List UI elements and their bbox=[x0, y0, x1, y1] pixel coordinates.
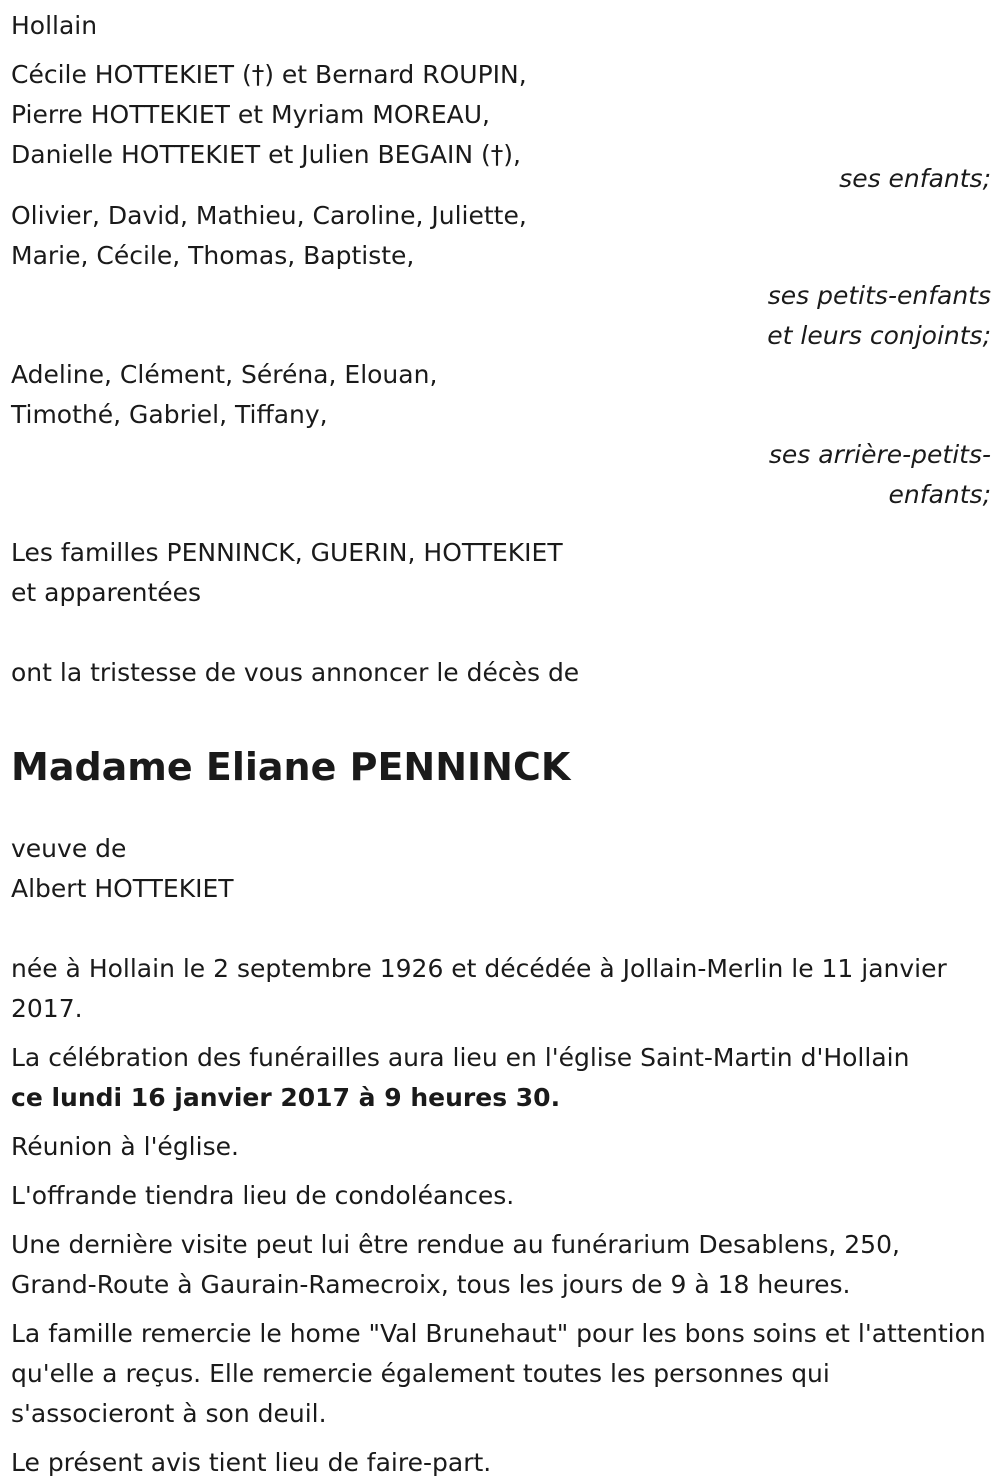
birth-death-text: née à Hollain le 2 septembre 1926 et décédée à Jollain-Merlin le 11 janvier 2017. bbox=[11, 954, 947, 1023]
children-line: Danielle HOTTEKIET et Julien BEGAIN (†), bbox=[11, 140, 521, 169]
thanks-info bbox=[11, 1314, 991, 1434]
ceremony-info bbox=[11, 1038, 991, 1118]
visit-text: Une dernière visite peut lui être rendue au funérarium Desablens, 250, Grand-Route à Gaurain-Ramecroix, tous les jours de 9 à 18 heures. bbox=[11, 1230, 900, 1299]
visit-info bbox=[11, 1225, 991, 1305]
thanks-text: La famille remercie le home "Val Brunehaut" pour les bons soins et l'attention qu'elle a reçus. Elle remercie également toutes les personnes qui s'associeront à son deuil. bbox=[11, 1319, 986, 1428]
closing-info bbox=[11, 1443, 991, 1483]
grandchildren-role: ses petits-enfants bbox=[767, 281, 991, 310]
ceremony-datetime: ce lundi 16 janvier 2017 à 9 heures 30. bbox=[11, 1083, 561, 1112]
families-group bbox=[11, 533, 991, 613]
place-heading: Hollain bbox=[11, 11, 98, 40]
birth-death-info bbox=[11, 949, 991, 1029]
grandchildren-role: et leurs conjoints; bbox=[767, 321, 991, 350]
ceremony-text: La célébration des funérailles aura lieu en l'église Saint-Martin d'Hollain bbox=[11, 1043, 910, 1072]
great-grandchildren-line: Timothé, Gabriel, Tiffany, bbox=[11, 400, 328, 429]
children-line: Cécile HOTTEKIET (†) et Bernard ROUPIN, bbox=[11, 60, 527, 89]
children-group bbox=[11, 55, 991, 199]
meeting-info bbox=[11, 1127, 991, 1167]
great-grandchildren-group bbox=[11, 355, 991, 515]
offering-text: L'offrande tiendra lieu de condoléances. bbox=[11, 1181, 515, 1210]
closing-text: Le présent avis tient lieu de faire-part. bbox=[11, 1448, 492, 1477]
children-line: Pierre HOTTEKIET et Myriam MOREAU, bbox=[11, 100, 491, 129]
grandchildren-line: Olivier, David, Mathieu, Caroline, Juliette, bbox=[11, 201, 527, 230]
children-role: ses enfants; bbox=[839, 164, 991, 193]
announcement: ont la tristesse de vous annoncer le décès de bbox=[11, 658, 580, 687]
families-line: et apparentées bbox=[11, 578, 202, 607]
great-grandchildren-role: enfants; bbox=[888, 480, 991, 509]
spouse-name: Albert HOTTEKIET bbox=[11, 874, 234, 903]
great-grandchildren-line: Adeline, Clément, Séréna, Elouan, bbox=[11, 360, 438, 389]
grandchildren-line: Marie, Cécile, Thomas, Baptiste, bbox=[11, 241, 415, 270]
meeting-text: Réunion à l'église. bbox=[11, 1132, 239, 1161]
great-grandchildren-role: ses arrière-petits- bbox=[768, 440, 991, 469]
families-line: Les familles PENNINCK, GUERIN, HOTTEKIET bbox=[11, 538, 563, 567]
widow-of-label: veuve de bbox=[11, 834, 127, 863]
offering-info bbox=[11, 1176, 991, 1216]
grandchildren-group bbox=[11, 196, 991, 356]
deceased-name: Madame Eliane PENNINCK bbox=[11, 745, 571, 789]
